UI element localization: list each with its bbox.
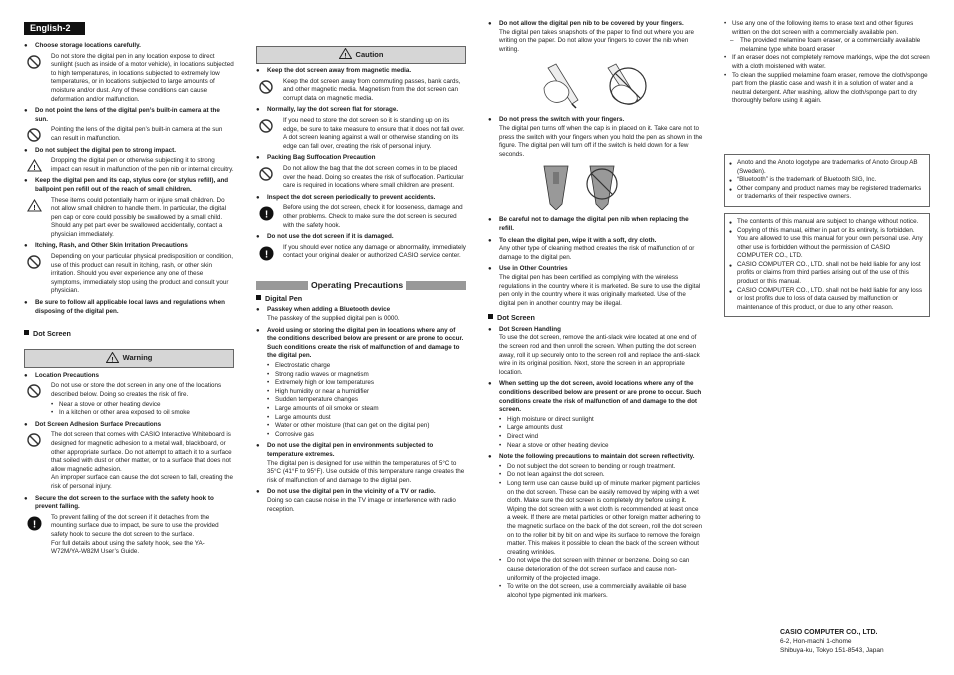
- list-item: • High humidity or near a humidifier: [267, 388, 466, 397]
- switch-title: ● Do not press the switch with your fingers.: [488, 116, 703, 125]
- itching-text: Depending on your particular physical predisposition or condition, use of this product can result in itching, rash, or other skin irritation. Should you ever experience any one of these symptoms, immediately stop using the product and consult your physician.: [51, 253, 234, 295]
- countries-title: ● Use in Other Countries: [488, 265, 703, 274]
- reflect-title: ● Note the following precautions to maintain dot screen reflectivity.: [488, 453, 703, 462]
- clean-text: Any other type of cleaning method creates the risk of malfunction of or damage to the digital pen.: [499, 245, 695, 261]
- exclamation-icon: [256, 204, 276, 230]
- clean-title: ● To clean the digital pen, wipe it with a soft, dry cloth.: [488, 237, 703, 246]
- secure-title: ● Secure the dot screen to the surface with the safety hook to prevent falling.: [24, 495, 234, 512]
- setup-title: ● When setting up the dot screen, avoid locations where any of the conditions described below are present or are prone to occur. Such conditions create the risk of malfunction of and damage to the dot screen.: [488, 380, 703, 414]
- warning-triangle-icon: [106, 352, 119, 366]
- dot-screen-heading: [24, 330, 234, 339]
- handling-title: ● Dot Screen Handling: [488, 326, 703, 335]
- column-2: [256, 0, 466, 514]
- notice-box: [724, 213, 930, 318]
- flat-row: [256, 117, 466, 151]
- magnetic-row: [256, 78, 466, 104]
- setup-list: [499, 416, 703, 450]
- list-item: ● CASIO COMPUTER CO., LTD. shall not be held liable for any lost profits or claims from third parties arising out of the use of this product or this manual.: [729, 261, 923, 287]
- laws-title: ● Be sure to follow all applicable local laws and regulations when disposing of the digital pen.: [24, 299, 234, 316]
- itching-title: ● Itching, Rash, and Other Skin Irritation Precautions: [24, 242, 234, 251]
- pen-switch-prohibited-illustration: [582, 164, 622, 210]
- secure-text-2: For full details about using the safety hook, see the YA-W72M/YA-W82M User’s Guide.: [51, 539, 205, 556]
- damaged-title: ● Do not use the dot screen if it is damaged.: [256, 233, 466, 242]
- digital-pen-heading: [256, 295, 466, 304]
- operating-precautions-label: Operating Precautions: [311, 280, 404, 291]
- tv-title: ● Do not use the digital pen in the vicinity of a TV or radio.: [256, 488, 466, 497]
- nib-text: The digital pen takes snapshots of the paper to find out where you are writing on the paper. Do not allow your fingers to cover the nib when writing.: [499, 28, 694, 53]
- switch-text: The digital pen turns off when the cap is in placed on it. Take care not to press the switch with your fingers when you hold the pen as shown in the figure. The digital pen will turn off if the switch is held down for a few seconds.: [499, 124, 703, 158]
- magnetic-text: Keep the dot screen away from commuting passes, bank cards, and other magnetic media. Magnetism from the dot screen can corrupt data on magnetic media.: [283, 77, 461, 102]
- inspect-row: [256, 204, 466, 230]
- location-list: [51, 401, 234, 418]
- passkey-text: The passkey of the supplied digital pen is 0000.: [267, 315, 400, 323]
- reflect-list: [499, 463, 703, 601]
- trademark-box: [724, 154, 930, 207]
- extreme-title: ● Do not use the digital pen in environments subjected to temperature extremes.: [256, 442, 466, 459]
- lens-text: Pointing the lens of the digital pen’s built-in camera at the sun can result in malfunction.: [51, 126, 223, 142]
- caution-triangle-icon: [24, 197, 44, 240]
- list-item: • Direct wind: [499, 433, 703, 442]
- list-item: ● “Bluetooth” is the trademark of Bluetooth SIG, Inc.: [729, 176, 923, 185]
- pen-hand-prohibited-illustration: [598, 60, 650, 110]
- adhesion-row: [24, 431, 234, 491]
- company-address: [780, 628, 884, 655]
- list-item: • Large amounts dust: [267, 414, 466, 423]
- dot-screen-heading-text: Dot Screen: [33, 329, 71, 339]
- caution-triangle-icon: [339, 48, 352, 62]
- impact-row: [24, 157, 234, 174]
- svg-text:!: !: [32, 165, 36, 173]
- column-1: [24, 0, 234, 557]
- caution-banner: [256, 46, 466, 64]
- pen-grip-illustration: [538, 60, 703, 110]
- prohibited-icon: [256, 117, 276, 151]
- damaged-row: [256, 244, 466, 261]
- list-item: ● Anoto and the Anoto logotype are trademarks of Anoto Group AB (Sweden).: [729, 159, 923, 176]
- flat-title: ● Normally, lay the dot screen flat for storage.: [256, 106, 466, 115]
- refill-title: ● Be careful not to damage the digital pen nib when replacing the refill.: [488, 216, 703, 233]
- pen-hand-illustration: [538, 60, 590, 110]
- warning-label: Warning: [122, 353, 153, 363]
- prohibited-icon: [24, 382, 44, 417]
- countries-text: The digital pen has been certified as complying with the wireless regulations in the country where it is marketed. Be sure to use the digital pen only in the country where it was originally marketed. Use of the digital pen in another country may be illegal.: [499, 273, 701, 307]
- inspect-text: Before using the dot screen, check it for looseness, damage and other problems. Check to make sure the dot screen is secured with the safety hook.: [283, 204, 463, 229]
- adhesion-title: ● Dot Screen Adhesion Surface Precautions: [24, 421, 234, 430]
- erase-list: [724, 20, 930, 106]
- extreme-text: The digital pen is designed for use within the temperatures of 5°C to 35°C (41°F to 95°F). Use outside of this temperature range creates the risk of malfunction of and damage to the digital pen.: [267, 459, 465, 484]
- list-item: • Near a stove or other heating device: [51, 401, 234, 410]
- svg-text:!: !: [111, 356, 114, 363]
- company-name: CASIO COMPUTER CO., LTD.: [780, 629, 878, 636]
- list-item: • To write on the dot screen, use a commercially available oil base alcohol type pigmented ink markers.: [499, 583, 703, 600]
- list-item: • High moisture or direct sunlight: [499, 416, 703, 425]
- list-item: ● Other company and product names may be registered trademarks or trademarks of their respective owners.: [729, 185, 923, 202]
- column-3: [488, 0, 703, 600]
- location-text: Do not use or store the dot screen in any one of the locations described below. Doing so creates the risk of fire.: [51, 382, 222, 398]
- svg-text:!: !: [32, 519, 36, 531]
- bag-row: [256, 165, 466, 191]
- bag-text: Do not allow the bag that the dot screen comes in to be placed over the head. Doing so creates the risk of suffocation. Particular care is required in locations where small children are present.: [283, 164, 464, 190]
- switch-illustration: [538, 164, 703, 210]
- operating-precautions-heading: [256, 281, 466, 290]
- list-item: ● CASIO COMPUTER CO., LTD. shall not be held liable for any loss or lost profits due to loss of data caused by malfunction or maintenance of this product, or due to any other reason.: [729, 287, 923, 313]
- location-title: ● Location Precautions: [24, 372, 234, 381]
- prohibited-icon: [24, 253, 44, 296]
- exclamation-icon: [24, 514, 44, 557]
- list-item: • In a kitchen or other area exposed to oil smoke: [51, 409, 234, 418]
- list-item: • Do not subject the dot screen to bending or rough treatment.: [499, 463, 703, 472]
- column-4: [724, 0, 930, 317]
- children-row: [24, 197, 234, 240]
- list-item: • Strong radio waves or magnetism: [267, 371, 466, 380]
- lens-title: ● Do not point the lens of the digital pen’s built-in camera at the sun.: [24, 107, 234, 124]
- children-text: These items could potentially harm or injure small children. Do not allow small children to handle them. In particular, the digital pen cap or core could possibly be swallowed by a small child. Should any pet part ever be swallowed accidentally, contact a physician immediately.: [51, 196, 227, 238]
- list-item: • Use any one of the following items to erase text and other figures written on the dot screen with a commercially available pen.: [724, 20, 930, 37]
- warning-banner: [24, 349, 234, 368]
- storage-text: Do not store the digital pen in any location expose to direct sunlight (such as inside of a motor vehicle), in locations subjected to high temperatures, in locations subjected to extremely low temperatures, or in locations subjected to large amounts of moisture and/or dust. Any of these conditions can cause deformation and/or malfunction.: [51, 52, 234, 103]
- list-item: • Water or other moisture (that can get on the digital pen): [267, 422, 466, 431]
- list-item: • Extremely high or low temperatures: [267, 379, 466, 388]
- notice-list: [729, 218, 923, 313]
- prohibited-icon: [256, 78, 276, 104]
- list-item: • Do not lean against the dot screen.: [499, 471, 703, 480]
- list-item: • Near a stove or other heating device: [499, 442, 703, 451]
- prohibited-icon: [24, 126, 44, 143]
- page-label: English-2: [24, 22, 85, 35]
- exclamation-icon: [256, 244, 276, 261]
- caution-triangle-icon: [24, 157, 44, 174]
- impact-text: Dropping the digital pen or otherwise subjecting it to strong impact can result in malfunction of the pen nib or internal circuitry.: [51, 157, 234, 173]
- prohibited-icon: [24, 53, 44, 105]
- secure-text: To prevent falling of the dot screen if it detaches from the mounting surface due to impact, be sure to use the provided safety hook to secure the dot screen to the surface.: [51, 513, 219, 538]
- svg-text:!: !: [32, 204, 36, 212]
- avoid-title: ● Avoid using or storing the digital pen in locations where any of the conditions described below are present or are prone to occur. Such conditions create the risk of malfunction of and damage to the digital pen.: [256, 327, 466, 361]
- list-item: ● Copying of this manual, either in part or its entirety, is forbidden. You are allowed to use this manual for your own personal use. Any other use is forbidden without the permission of CASIO COMPUTER CO., LTD.: [729, 227, 923, 261]
- lens-row: [24, 126, 234, 143]
- list-item: • Do not wipe the dot screen with thinner or benzene. Doing so can cause deterioration of the dot screen surface and cause non-uniformity of the projected image.: [499, 557, 703, 583]
- digital-pen-heading-text: Digital Pen: [265, 293, 303, 303]
- list-item: • Electrostatic charge: [267, 362, 466, 371]
- adhesion-text: The dot screen that comes with CASIO Interactive Whiteboard is designed for magnetic adhesion to a metal wall, blackboard, or other appropriate surface. Do not attempt to attach it to a surface that soiled with dust or other matter, or to a surface that does not allow magnetic adhesion.: [51, 431, 232, 473]
- trademark-list: [729, 159, 923, 202]
- svg-text:!: !: [264, 209, 268, 221]
- flat-text: If you need to store the dot screen so it is standing up on its edge, be sure to take measure to ensure that it does not fall over. A dot screen leaning against a wall or otherwise standing on its edge can fall over, creating the risk of personal injury.: [283, 116, 465, 150]
- list-subitem: – The provided melamine foam eraser, or a commercially available melamine type white board eraser: [724, 37, 930, 54]
- list-item: ● The contents of this manual are subject to change without notice.: [729, 218, 923, 227]
- children-title: ● Keep the digital pen and its cap, stylus core (or stylus refill), and ballpoint pen refill out of the reach of small children.: [24, 177, 234, 194]
- magnetic-title: ● Keep the dot screen away from magnetic media.: [256, 67, 466, 76]
- dot-screen-heading-2: [488, 314, 703, 323]
- prohibited-icon: [24, 431, 44, 491]
- inspect-title: ● Inspect the dot screen periodically to prevent accidents.: [256, 194, 466, 203]
- adhesion-text-2: An improper surface can cause the dot screen to fall, creating the risk of personal injury.: [51, 474, 234, 490]
- company-address-line-1: 6-2, Hon-machi 1-chome: [780, 638, 852, 645]
- itching-row: [24, 253, 234, 296]
- caution-label: Caution: [355, 49, 384, 59]
- list-item: • To clean the supplied melamine foam eraser, remove the cloth/sponge part from the plastic case and wash it in a solution of water and a neutral detergent. After washing, allow the cloth/sponge part to dry thoroughly before using it again.: [724, 72, 930, 106]
- heading-bar-left: [256, 281, 308, 290]
- bag-title: ● Packing Bag Suffocation Precaution: [256, 154, 466, 163]
- location-row: [24, 382, 234, 417]
- company-address-line-2: Shibuya-ku, Tokyo 151-8543, Japan: [780, 647, 884, 654]
- svg-text:!: !: [264, 249, 268, 261]
- list-item: • If an eraser does not completely remove markings, wipe the dot screen with a cloth moistened with water.: [724, 54, 930, 71]
- storage-title: ● Choose storage locations carefully.: [24, 42, 234, 51]
- impact-title: ● Do not subject the digital pen to strong impact.: [24, 147, 234, 156]
- passkey-title: ● Passkey when adding a Bluetooth device: [256, 306, 466, 315]
- heading-bar-right: [406, 281, 466, 290]
- storage-row: [24, 53, 234, 105]
- list-item: • Large amounts dust: [499, 424, 703, 433]
- dot-screen-heading-2-text: Dot Screen: [497, 313, 535, 323]
- list-item: • Corrosive gas: [267, 431, 466, 440]
- prohibited-icon: [256, 165, 276, 191]
- damaged-text: If you should ever notice any damage or abnormality, immediately contact your original dealer or authorized CASIO service center.: [283, 243, 466, 260]
- pen-switch-illustration: [538, 164, 574, 210]
- svg-text:!: !: [343, 52, 347, 60]
- list-item: • Large amounts of oil smoke or steam: [267, 405, 466, 414]
- tv-text: Doing so can cause noise in the TV image or interference with radio reception.: [267, 496, 456, 513]
- nib-title: ● Do not allow the digital pen nib to be covered by your fingers.: [488, 20, 703, 29]
- list-item: • Sudden temperature changes: [267, 396, 466, 405]
- handling-text: To use the dot screen, remove the anti-slack wire located at one end of the screen rod and then unroll the screen. When putting the dot screen away, roll it up securely onto to the screen roll and replace the anti-slack wire in its original position. Next, store the screen in an appropriate location.: [499, 334, 700, 376]
- list-item: • Long term use can cause build up of minute marker pigment particles on the dot screen. These can be easily removed by wiping with a wet cloth. Make sure the dot screen is completely dry before using it. Wiping the dot screen with a wet cloth is recommended at least once a week. If there are metal particles or other foreign matter adhering to the magnetic surface on the back of the dot screen, roll the dot screen on to the roller bit by bit on and wipe its surface to remove the foreign matter. This makes it possible to clean the back of the screen without creating wrinkles.: [499, 480, 703, 557]
- secure-row: [24, 514, 234, 557]
- avoid-list: [267, 362, 466, 439]
